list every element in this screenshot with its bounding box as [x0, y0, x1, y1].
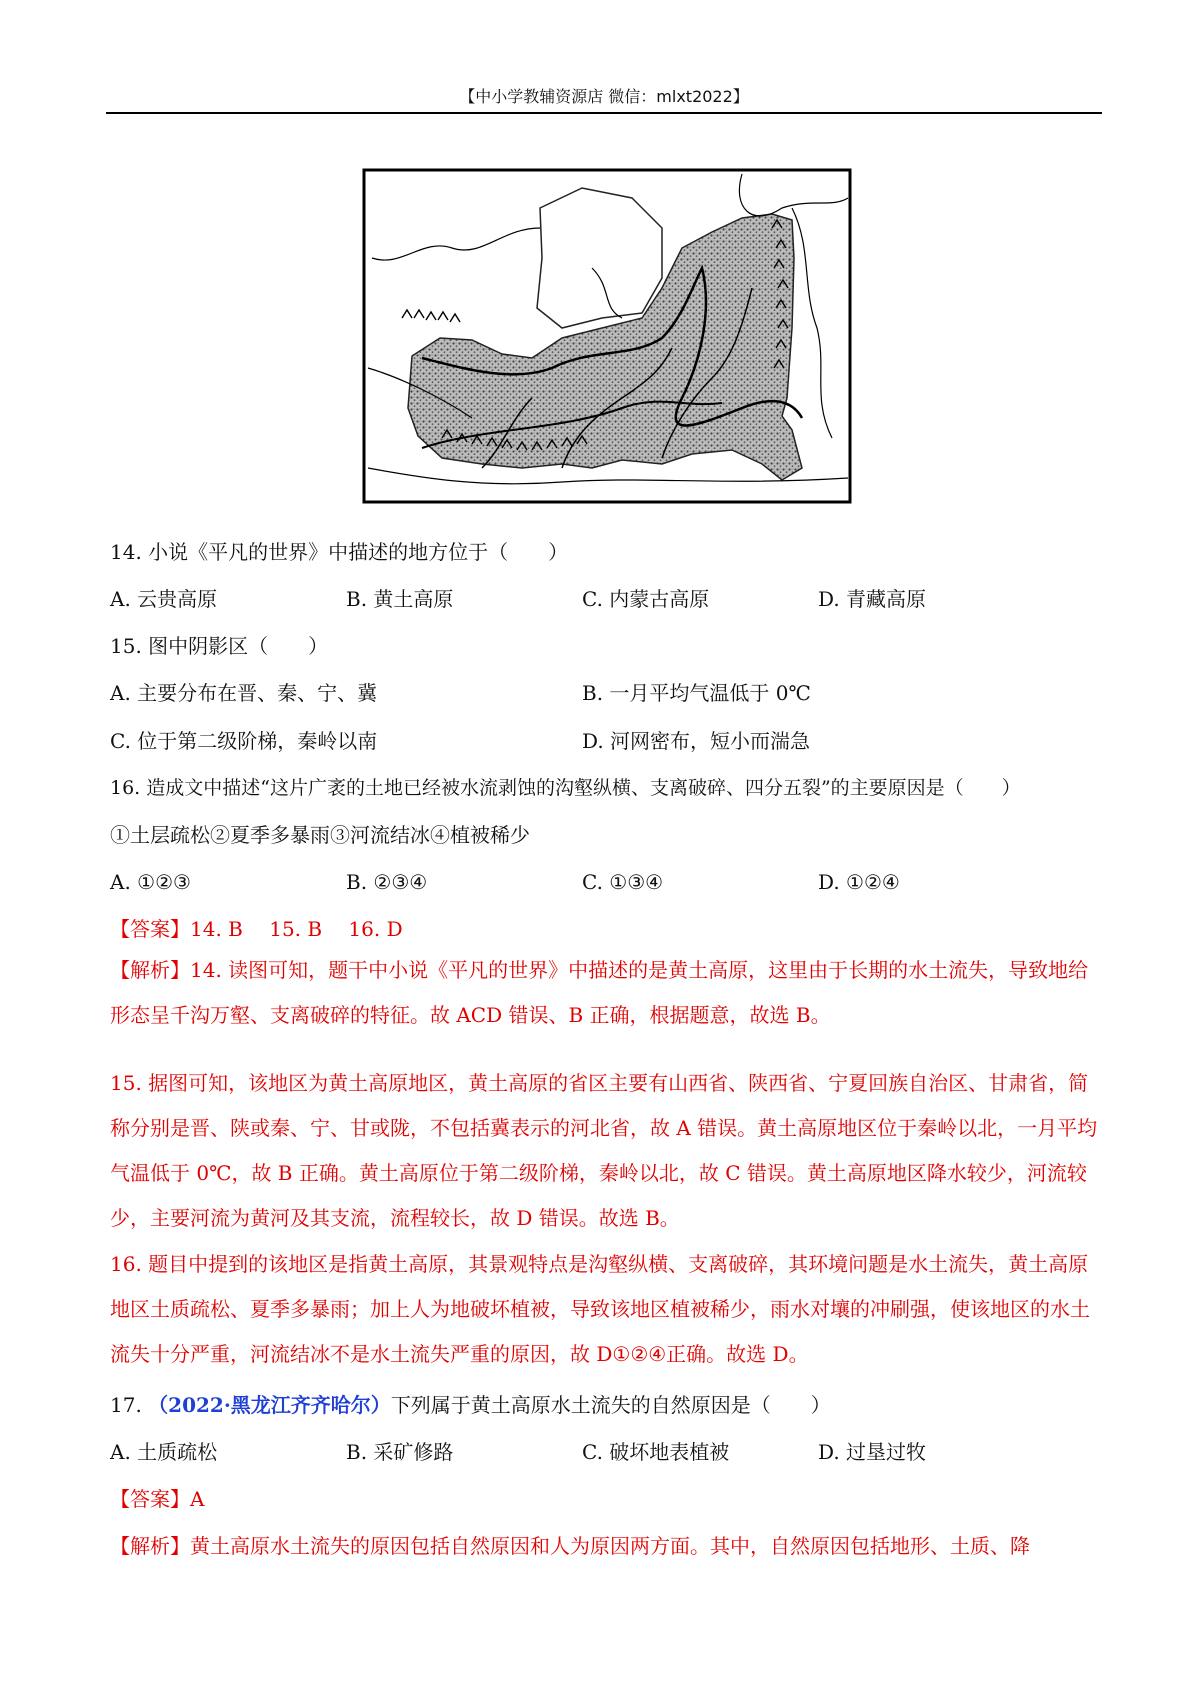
q14-option-a: A. 云贵高原	[110, 587, 218, 611]
q16-option-b: B. ②③④	[346, 870, 428, 894]
q15-option-b: B. 一月平均气温低于 0℃	[582, 681, 811, 705]
answer-label-2: 【答案】	[110, 1487, 190, 1511]
header-rule	[106, 112, 1102, 114]
analysis-label-2: 【解析】	[110, 1534, 190, 1558]
analysis-14	[110, 948, 1100, 1040]
analysis-16: 16. 题目中提到的该地区是指黄土高原，其景观特点是沟壑纵横、支离破碎，其环境问题是水土流失，黄土高原地区土质疏松、夏季多暴雨；加上人为地破坏植被，导致该地区植被稀少，雨水对壤的冲刷强，使该地区的水土流失十分严重，河流结冰不是水土流失严重的原因，故 D①②④正确。故选 D。	[110, 1252, 1090, 1366]
q15-option-d: D. 河网密布，短小而湍急	[582, 729, 811, 753]
answer-block-1	[110, 915, 403, 943]
answer-text-2: A	[190, 1487, 205, 1511]
q17-stem: 下列属于黄土高原水土流失的自然原因是（ ）	[390, 1393, 831, 1417]
desert-area	[537, 188, 662, 328]
analysis-17-text: 黄土高原水土流失的原因包括自然原因和人为原因两方面。其中，自然原因包括地形、土质、降	[190, 1534, 1030, 1558]
q17-source: （2022·黑龙江齐齐哈尔）	[148, 1393, 391, 1417]
q16-stem: 16. 造成文中描述“这片广袤的土地已经被水流剥蚀的沟壑纵横、支离破碎、四分五裂”的主要原因是（ ）	[110, 777, 1021, 799]
q17-option-d: D. 过垦过牧	[818, 1440, 927, 1464]
analysis-label: 【解析】	[110, 958, 190, 982]
q14-option-b: B. 黄土高原	[346, 587, 454, 611]
q14-option-c: C. 内蒙古高原	[582, 587, 710, 611]
q15-option-a: A. 主要分布在晋、秦、宁、冀	[110, 681, 378, 705]
q15-stem: 15. 图中阴影区（ ）	[110, 634, 329, 658]
analysis-14-text: 14. 读图可知，题干中小说《平凡的世界》中描述的是黄土高原，这里由于长期的水土流失，导致地给形态呈千沟万壑、支离破碎的特征。故 ACD 错误、B 正确，根据题意，故选 B。	[110, 958, 1089, 1027]
answer-block-2	[110, 1485, 204, 1513]
analysis-17	[110, 1532, 1030, 1560]
q17-stem-line	[110, 1391, 831, 1419]
q16-option-d: D. ①②④	[818, 870, 900, 894]
q17-option-c: C. 破坏地表植被	[582, 1440, 730, 1464]
q17-option-a: A. 土质疏松	[110, 1440, 218, 1464]
q14-option-d: D. 青藏高原	[818, 587, 927, 611]
q16-option-c: C. ①③④	[582, 870, 664, 894]
answer-text: 14. B 15. B 16. D	[190, 917, 403, 941]
page-header: 【中小学教辅资源店 微信：mlxt2022】	[459, 87, 749, 106]
map-svg	[362, 168, 852, 504]
q15-option-c: C. 位于第二级阶梯，秦岭以南	[110, 729, 378, 753]
q16-option-a: A. ①②③	[110, 870, 191, 894]
q16-statement: ①土层疏松②夏季多暴雨③河流结冰④植被稀少	[110, 823, 530, 847]
q17-option-b: B. 采矿修路	[346, 1440, 454, 1464]
answer-label: 【答案】	[110, 917, 190, 941]
q14-stem: 14. 小说《平凡的世界》中描述的地方位于（ ）	[110, 540, 569, 564]
q17-number: 17.	[110, 1393, 142, 1417]
analysis-15: 15. 据图可知，该地区为黄土高原地区，黄土高原的省区主要有山西省、陕西省、宁夏回族自治区、甘肃省，简称分别是晋、陕或秦、宁、甘或陇，不包括冀表示的河北省，故 A 错误。黄土高原地区位于秦岭以北，一月平均气温低于 0℃，故 B 正确。黄土高原位于第二级阶梯，秦岭以北，故 C 错误。黄土高原地区降水较少，河流较少，主要河流为黄河及其支流，流程较长，故 D 错误。故选 B。	[110, 1071, 1098, 1230]
loess-plateau-map	[362, 168, 852, 504]
